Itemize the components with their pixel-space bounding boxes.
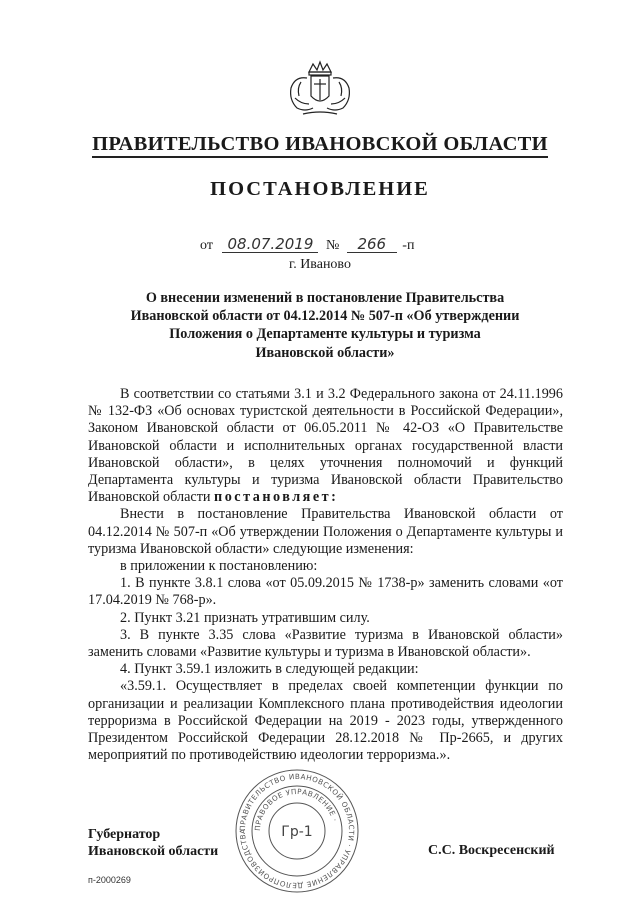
body-paragraph: в приложении к постановлению: — [120, 558, 318, 575]
body-paragraph: 1. В пункте 3.8.1 слова «от 05.09.2015 № 1738-р» заменить словами «от 17.04.2019 № 768-р». — [88, 575, 563, 609]
handwritten-number: 266 — [347, 237, 397, 253]
number-sign: № — [325, 238, 340, 253]
document-type-heading: ПОСТАНОВЛЕНИЕ — [210, 178, 430, 200]
stamp-inner-text: ПРАВОВОЕ УПРАВЛЕНИЕ · — [252, 786, 340, 832]
handwritten-date: 08.07.2019 — [222, 237, 318, 253]
number-suffix: -п — [402, 238, 415, 253]
official-seal-stamp — [232, 766, 362, 896]
city-line: г. Иваново — [289, 257, 351, 272]
position-line: Губернатор — [88, 827, 161, 842]
title-line: О внесении изменений в постановление Правительства — [145, 290, 505, 306]
title-line: Ивановской области от 04.12.2014 № 507-п «Об утверждении — [130, 308, 520, 325]
signatory-position — [88, 826, 218, 860]
stamp-outer-text: ПРАВИТЕЛЬСТВО ИВАНОВСКОЙ ОБЛАСТИ · УПРАВЛЕНИЕ ДЕЛОПРОИЗВОДСТВА — [237, 771, 357, 891]
signatory-name: С.С. Воскресенский — [428, 843, 555, 858]
document-code: п-2000269 — [88, 875, 131, 885]
title-line: Ивановской области» — [255, 344, 395, 361]
resolution-body — [88, 386, 563, 764]
stamp-center-text: Гр-1 — [281, 824, 313, 840]
title-line: Положения о Департаменте культуры и туризма — [169, 326, 481, 343]
organization-heading — [0, 133, 640, 156]
organization-name: ПРАВИТЕЛЬСТВО ИВАНОВСКОЙ ОБЛАСТИ — [92, 133, 548, 158]
date-prefix: от — [200, 238, 213, 253]
preamble-paragraph — [88, 386, 563, 506]
body-paragraph: 3. В пункте 3.35 слова «Развитие туризма в Ивановской области» заменить словами «Развитие культуры и туризма в Ивановской области». — [88, 626, 563, 661]
resolution-title — [120, 289, 530, 362]
preamble-text: В соответствии со статьями 3.1 и 3.2 Федерального закона от 24.11.1996 № 132-ФЗ «Об основах туристской деятельности в Российской Федерации», Законом Ивановской области от 06.05.2011 № 42-ОЗ «О Правительстве Ивановской области и исполнительных органах государственной власти Ивановской области», в целях уточнения полномочий и функций Департамента культуры и туризма Ивановской области Правительство Ивановской области — [88, 386, 563, 506]
body-paragraph: «3.59.1. Осуществляет в пределах своей компетенции функции по организации и реализации Комплексного плана противодействия идеологии терроризма в Российской Федерации на 2019 - 2023 годы, утвержденного Президентом Российской Федерации 28.12.2018 № Пр-2665, и других мероприятий по противодействию идеологии терроризма.». — [88, 678, 563, 764]
date-number-line — [200, 237, 460, 254]
body-paragraph: 4. Пункт 3.59.1 изложить в следующей редакции: — [120, 661, 419, 678]
resolves-word: постановляет: — [214, 489, 339, 506]
body-paragraph: Внести в постановление Правительства Ивановской области от 04.12.2014 № 507-п «Об утверждении Положения о Департаменте культуры и туризма Ивановской области» следующие изменения: — [88, 506, 563, 557]
body-paragraph: 2. Пункт 3.21 признать утратившим силу. — [120, 609, 370, 626]
position-line: Ивановской области — [88, 844, 219, 859]
coat-of-arms-emblem — [283, 58, 357, 118]
